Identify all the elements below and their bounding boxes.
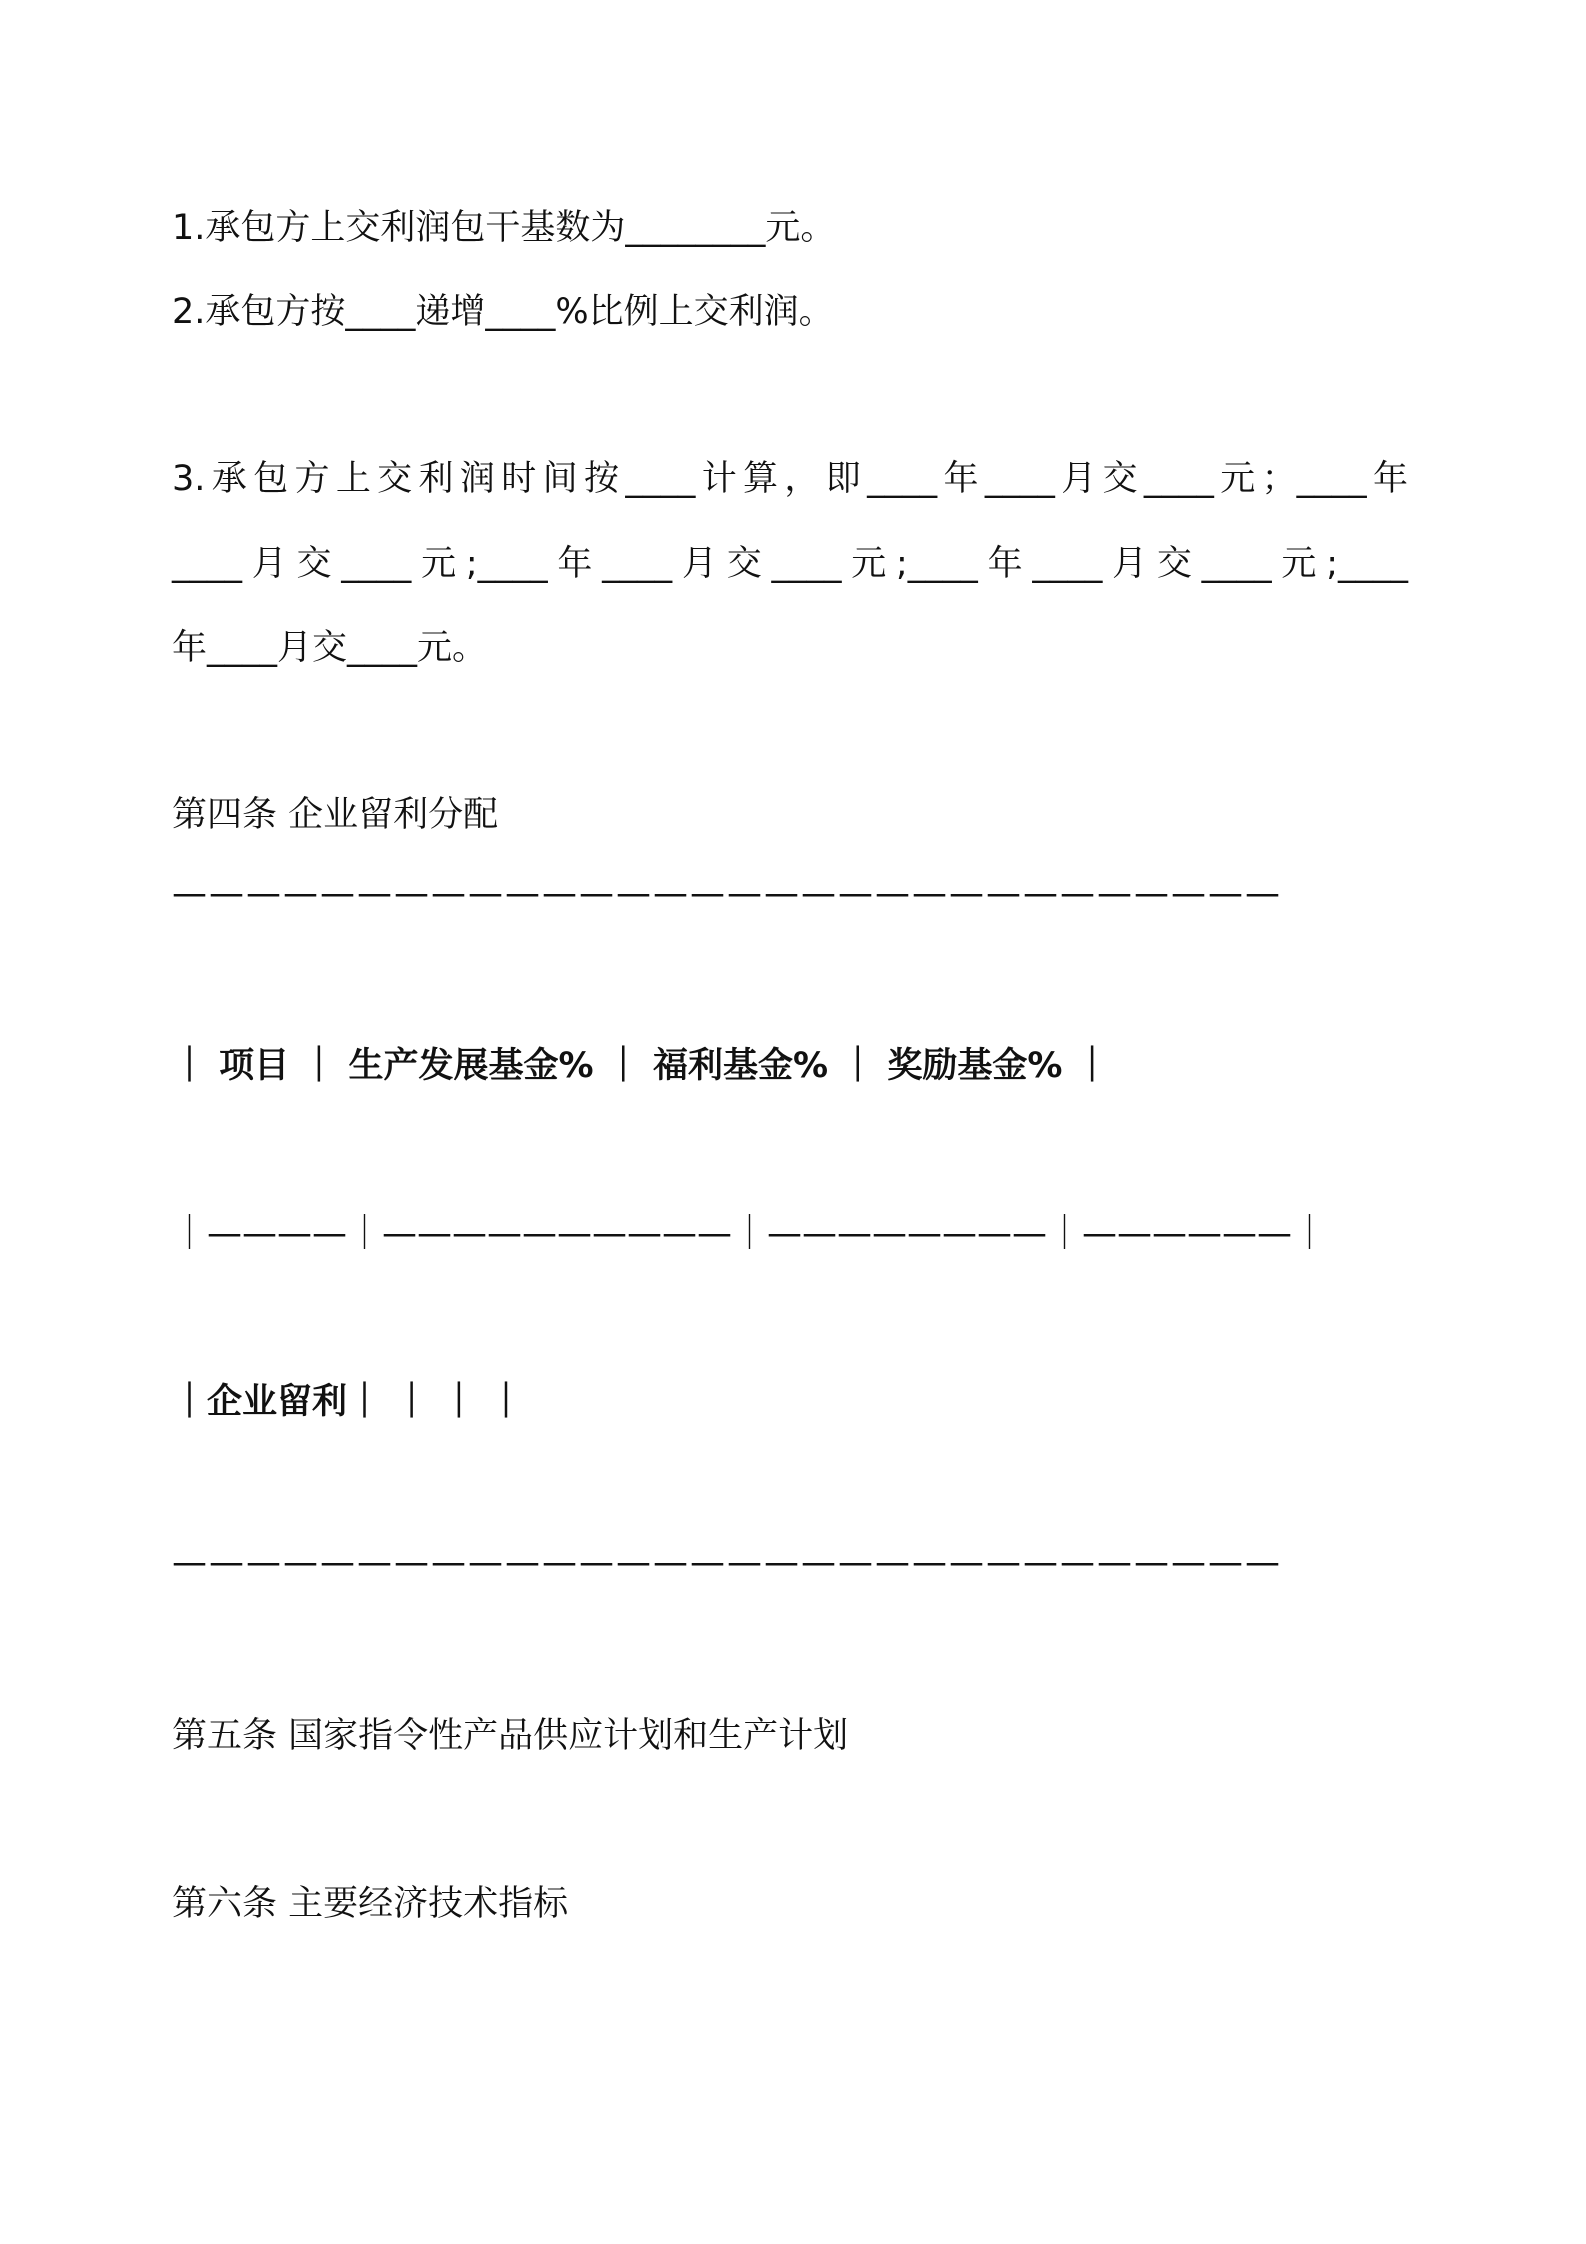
article-5-heading: 第五条 国家指令性产品供应计划和生产计划 xyxy=(172,1716,849,1756)
table-top-rule: —————————————————————————————— xyxy=(172,874,1282,914)
clause-item-1: 1.承包方上交利润包干基数为________元。 xyxy=(172,208,836,248)
clause-item-2: 2.承包方按____递增____%比例上交利润。 xyxy=(172,292,834,332)
table-data-row: ｜企业留利｜ ｜ ｜ ｜ xyxy=(172,1382,524,1422)
clause-item-3-line-1: 3.承包方上交利润时间按____计算，即____年____月交____元；____年 xyxy=(172,459,1408,499)
clause-item-3-line-3: 年____月交____元。 xyxy=(172,628,488,668)
article-4-heading: 第四条 企业留利分配 xyxy=(172,795,499,835)
table-bottom-rule: —————————————————————————————— xyxy=(172,1543,1282,1583)
table-header-row: ｜ 项目 ｜ 生产发展基金% ｜ 福利基金% ｜ 奖励基金% ｜ xyxy=(172,1046,1110,1086)
clause-item-3-line-2: ____月交____元;____年____月交____元;____年____月交____元;____ xyxy=(172,544,1408,584)
article-6-heading: 第六条 主要经济技术指标 xyxy=(172,1884,569,1924)
table-separator-row: ｜————｜——————————｜————————｜——————｜ xyxy=(172,1214,1328,1254)
